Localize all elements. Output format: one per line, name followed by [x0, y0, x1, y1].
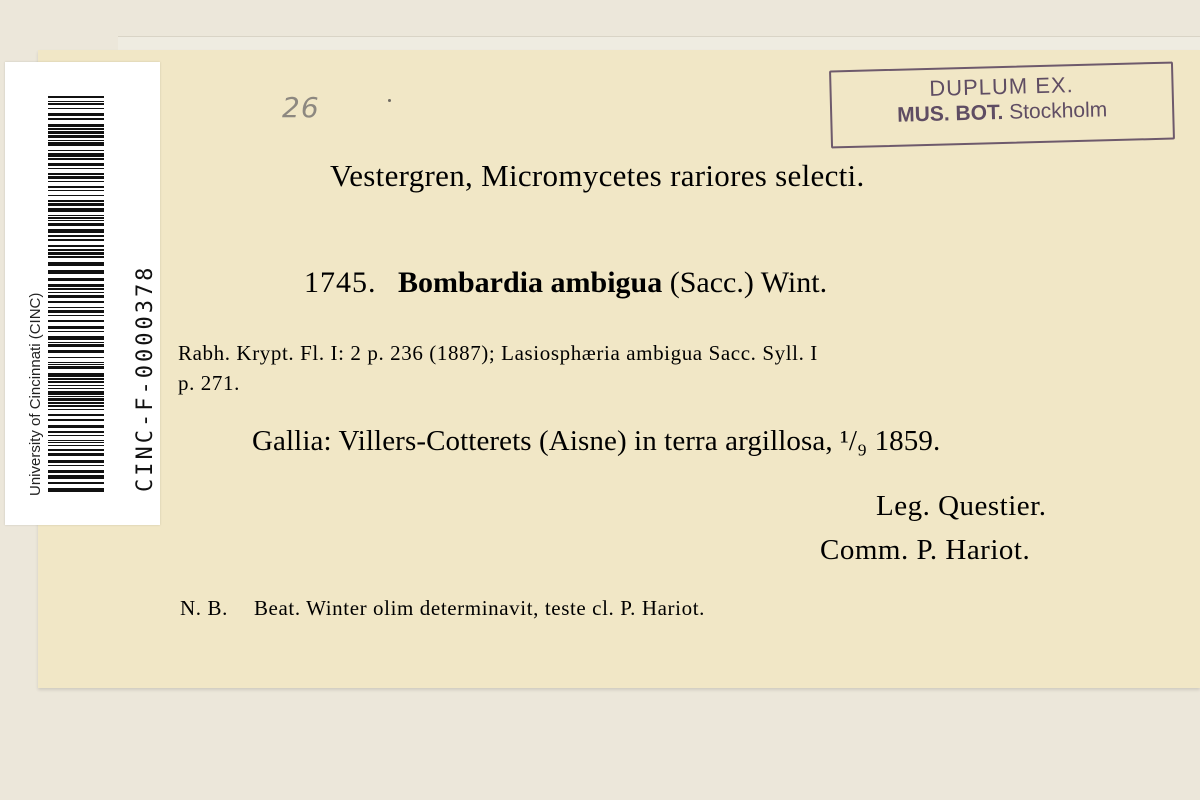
- barcode-bar: [48, 366, 104, 369]
- barcode-card: [5, 62, 160, 525]
- barcode-bar: [48, 176, 104, 179]
- barcode-bar: [48, 150, 104, 151]
- stamp-line-1: DUPLUM EX.: [928, 72, 1075, 101]
- barcode-bar: [48, 262, 104, 266]
- barcode-bar: [48, 131, 104, 134]
- barcode-bar: [48, 315, 104, 316]
- barcode-bar: [48, 362, 104, 363]
- barcode-bar: [48, 405, 104, 407]
- barcode-bar: [48, 449, 104, 451]
- barcode-bar: [48, 442, 104, 443]
- barcode-bar: [48, 288, 104, 290]
- barcode-bar: [48, 118, 104, 120]
- barcode-bar: [48, 256, 104, 258]
- barcode-bar: [48, 203, 104, 206]
- barcode-bar: [48, 342, 104, 343]
- barcode-bar: [48, 249, 104, 251]
- stamp-city: Stockholm: [1008, 98, 1108, 124]
- barcode-bar: [48, 140, 104, 141]
- barcode-bar: [48, 124, 104, 127]
- barcode-bar: [48, 391, 104, 395]
- barcode-bar: [48, 190, 104, 191]
- barcode-bar: [48, 235, 104, 237]
- reference-line-1: Rabh. Krypt. Fl. I: 2 p. 236 (1887); Lasiosphæria ambigua Sacc. Syll. I: [178, 341, 818, 365]
- barcode-bar: [48, 482, 104, 484]
- barcode-bar: [48, 331, 104, 332]
- barcode-bar: [48, 239, 104, 241]
- barcode-bar: [48, 326, 104, 329]
- barcode-bar: [48, 475, 104, 479]
- barcode-bar: [48, 440, 104, 441]
- barcode-bar: [48, 223, 104, 226]
- barcode-bar: [48, 142, 104, 146]
- taxon-name: Bombardia ambigua: [398, 266, 663, 299]
- barcode-bar: [48, 215, 104, 216]
- taxon-authority: (Sacc.) Wint.: [669, 266, 828, 299]
- barcode-bar: [48, 186, 104, 188]
- barcode-bar: [48, 344, 104, 347]
- barcode-bar: [48, 419, 104, 421]
- exsiccata-number: 1745.: [304, 266, 377, 299]
- barcode-bar: [48, 208, 104, 212]
- barcode-bar: [48, 465, 104, 466]
- barcode-bar: [48, 229, 104, 233]
- barcode-institution: University of Cincinnati (CINC): [27, 292, 44, 496]
- collector-line: Leg. Questier.: [876, 490, 1047, 522]
- barcode-bar: [48, 388, 104, 389]
- barcode-bar: [48, 163, 104, 166]
- barcode-bar: [48, 488, 104, 492]
- barcode-bar: [48, 292, 104, 293]
- barcode-bar: [48, 278, 104, 281]
- barcode-bar: [48, 103, 104, 105]
- literature-reference: [178, 338, 1158, 398]
- barcode-bar: [48, 381, 104, 383]
- barcode-bar: [48, 425, 104, 428]
- handwritten-number: 26: [282, 91, 320, 124]
- barcode-bar: [48, 470, 104, 473]
- note-prefix: N. B.: [180, 596, 228, 620]
- taxon-heading: [304, 266, 827, 300]
- barcode-bar: [48, 378, 104, 380]
- barcode-bar: [48, 320, 104, 322]
- barcode-bar: [48, 431, 104, 433]
- barcode-bar: [48, 364, 104, 365]
- barcode-bar: [48, 453, 104, 456]
- ink-mark: [388, 99, 391, 102]
- barcode-bar: [48, 385, 104, 386]
- barcode-bar: [48, 336, 104, 340]
- barcode-bar: [48, 402, 104, 404]
- barcode-catalog-id: CINC-F-0000378: [133, 264, 158, 492]
- barcode-bar: [48, 195, 104, 196]
- barcode-bar: [48, 173, 104, 175]
- note-text: Beat. Winter olim determinavit, teste cl. P. Hariot.: [253, 596, 705, 620]
- barcode-bar: [48, 435, 104, 436]
- herbarium-stamp: [829, 62, 1175, 149]
- barcode-bar: [48, 135, 104, 138]
- barcode-bar: [48, 252, 104, 255]
- barcode-bar: [48, 181, 104, 182]
- barcode-bar: [48, 301, 104, 303]
- barcode-bar: [48, 357, 104, 358]
- barcode-bar: [48, 307, 104, 308]
- barcode-bar: [48, 445, 104, 446]
- barcode-bar: [48, 460, 104, 463]
- barcode-bar: [48, 245, 104, 247]
- barcode-bar: [48, 284, 104, 287]
- barcode-bar: [48, 414, 104, 416]
- barcode-bar: [48, 158, 104, 160]
- barcode-bar: [48, 220, 104, 221]
- barcode-bar: [48, 409, 104, 410]
- barcode-bar: [48, 113, 104, 116]
- barcode-bar: [48, 128, 104, 130]
- reference-line-2: p. 271.: [178, 371, 240, 395]
- barcode-bar: [48, 217, 104, 219]
- barcode-bar: [48, 373, 104, 377]
- barcode-bar: [48, 200, 104, 202]
- barcode-bar: [48, 153, 104, 157]
- barcode-bar: [48, 96, 104, 98]
- note-line: [180, 596, 705, 621]
- stamp-museum: MUS. BOT.: [896, 100, 1004, 127]
- barcode-icon: [48, 96, 104, 496]
- barcode-bar: [48, 270, 104, 274]
- barcode-bar: [48, 396, 104, 397]
- series-title: Vestergren, Micromycetes rariores selecti.: [330, 158, 865, 193]
- barcode-bar: [48, 168, 104, 169]
- communicator-line: Comm. P. Hariot.: [820, 534, 1031, 566]
- barcode-bar: [48, 398, 104, 401]
- barcode-bar: [48, 295, 104, 298]
- barcode-bar: [48, 108, 104, 109]
- locality-line: Gallia: Villers-Cotterets (Aisne) in terra argillosa, ¹/₉ 1859.: [252, 425, 941, 457]
- barcode-bar: [48, 310, 104, 313]
- barcode-bar: [48, 101, 104, 102]
- barcode-bar: [48, 350, 104, 353]
